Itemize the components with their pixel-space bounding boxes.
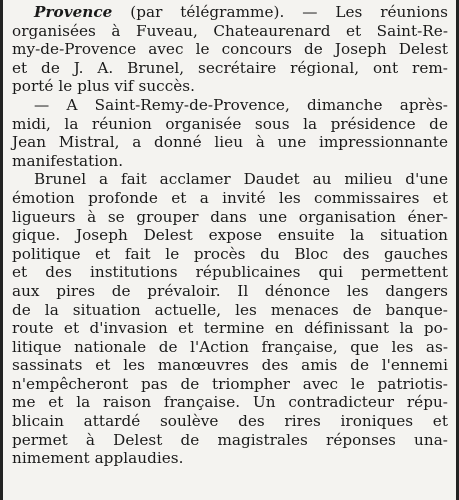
article-column [12, 3, 448, 468]
article-line: Jean Mistral, a donné lieu à une impressionnante [12, 133, 448, 152]
article-line: permet à Delest de magistrales réponses una- [12, 430, 448, 449]
lead-word: Provence [34, 3, 113, 21]
article-line: aux pires de prévaloir. Il dénonce les dangers [12, 281, 448, 300]
article-line: me et la raison française. Un contradicteur répu- [12, 393, 448, 412]
article-line: sassinats et les manœuvres des amis de l'ennemi [12, 356, 448, 375]
article-line: — A Saint-Remy-de-Provence, dimanche après- [34, 95, 448, 114]
article-line: gique. Joseph Delest expose ensuite la situation [12, 226, 448, 245]
article-line: de la situation actuelle, les menaces de banque- [12, 300, 448, 319]
article-line: Brunel a fait acclamer Daudet au milieu d'une [34, 170, 448, 189]
article-line: émotion profonde et a invité les commissaires et [12, 188, 448, 207]
line-text: (par télégramme). — Les réunions [112, 3, 448, 21]
article-line: porté le plus vif succès. [12, 77, 196, 96]
article-line: my-de-Provence avec le concours de Joseph Delest [12, 40, 448, 59]
article-line: politique et fait le procès du Bloc des gauches [12, 244, 448, 263]
article-line: organisées à Fuveau, Chateaurenard et Saint-Re- [12, 21, 448, 40]
article-line: et de J. A. Brunel, secrétaire régional, ont rem- [12, 58, 448, 77]
article-line: n'empêcheront pas de triompher avec le patriotis- [12, 374, 448, 393]
article-line: et des institutions républicaines qui permettent [12, 263, 448, 282]
article-line [12, 3, 448, 22]
article-line: nimement applaudies. [12, 449, 184, 468]
paragraph-1 [12, 3, 448, 22]
article-line: midi, la réunion organisée sous la présidence de [12, 114, 448, 133]
article-line: blicain attardé soulève des rires ironiques et [12, 412, 448, 431]
article-line: litique nationale de l'Action française, que les as- [12, 337, 448, 356]
article-line: ligueurs à se grouper dans une organisation éner- [12, 207, 448, 226]
article-line: manifestation. [12, 151, 124, 170]
article-line: route et d'invasion et termine en définissant la po- [12, 319, 448, 338]
